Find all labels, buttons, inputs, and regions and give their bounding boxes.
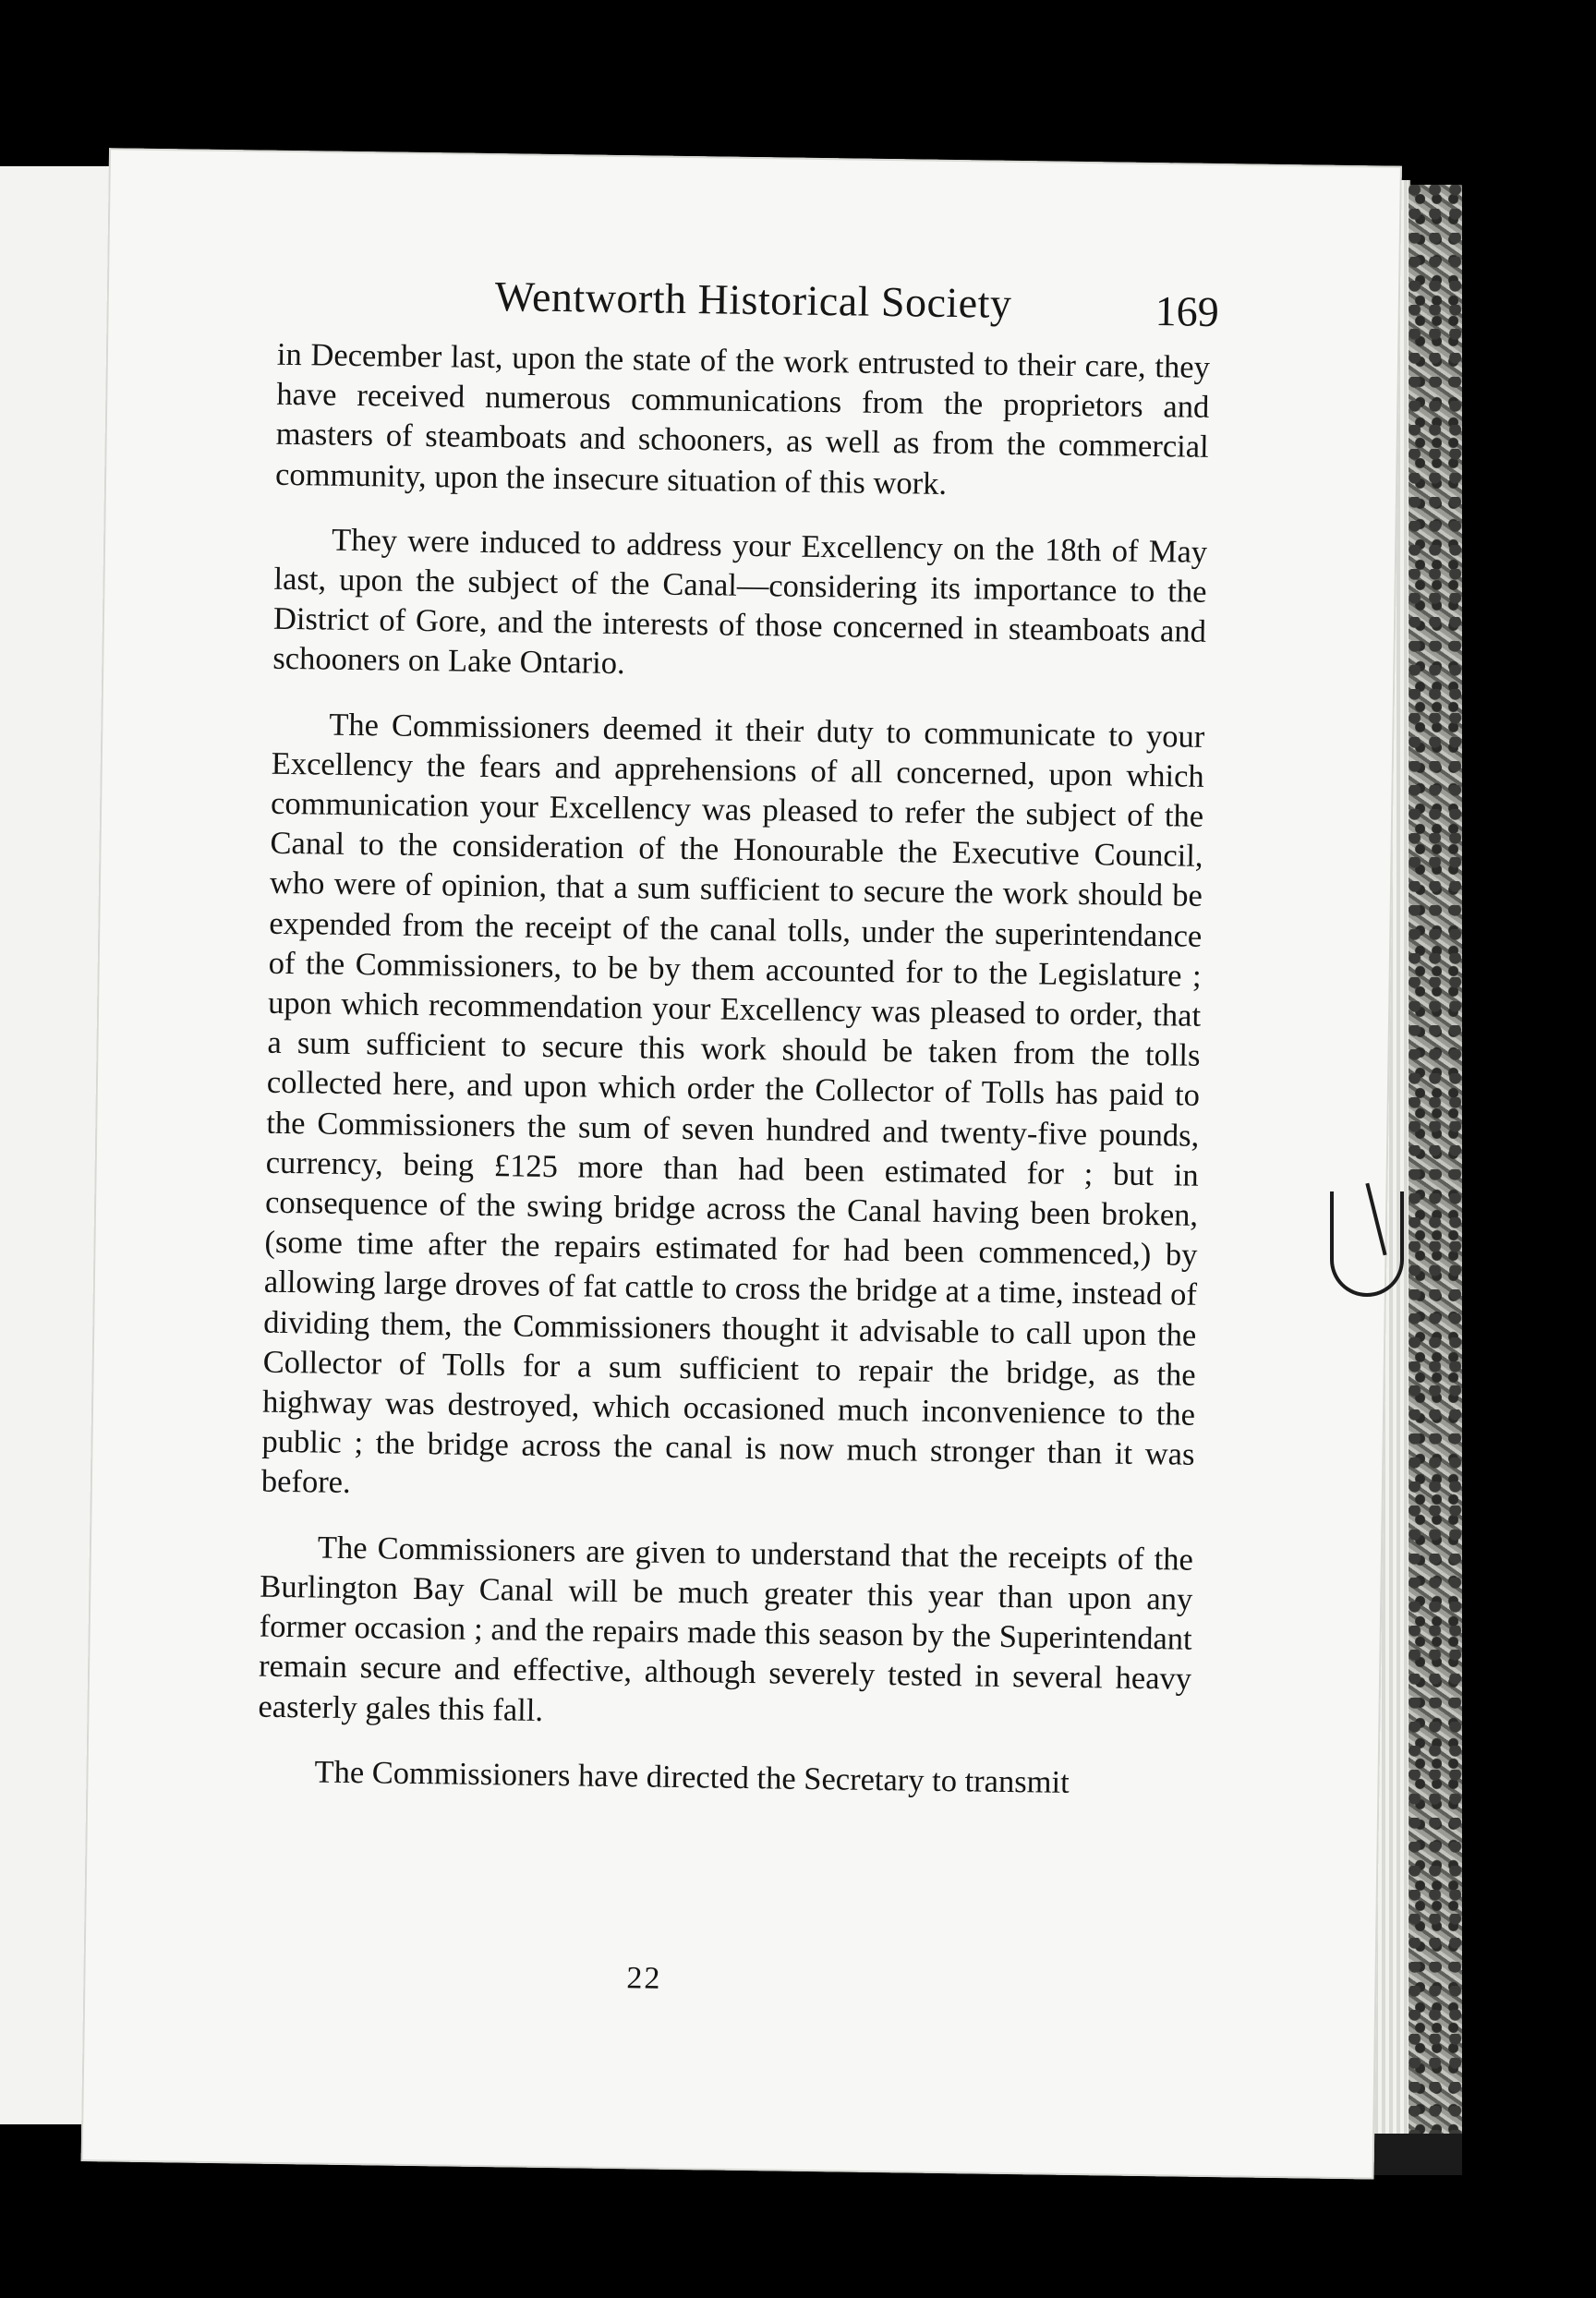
body-text [257, 335, 1210, 1830]
paragraph: in December last, upon the state of the work entrusted to their care, they have received numerous communications from the proprietors and masters of steamboats and schooners, as well as from the commercial community, upon the insecure situation of this work. [274, 336, 1211, 502]
page-header [106, 266, 1400, 340]
signature-mark: 22 [626, 1961, 662, 1996]
cover-shadow [1365, 2134, 1462, 2175]
marbled-cover-board [1409, 185, 1462, 2134]
paragraph: They were induced to address your Excellency on the 18th of May last, upon the subject of the Canal—considering its importance to the District of Gore, and the interests of those concerned in steamboats and schooners on Lake Ontario. [272, 522, 1208, 682]
paragraph: The Commissioners are given to understand that the receipts of the Burlington Bay Canal will be much greater this year than upon any former occasion ; and the repairs made this season by the Superintendant remain secure and effective, although severely tested in several heavy easterly gales this fall. [258, 1530, 1194, 1728]
paragraph: The Commissioners deemed it their duty to communicate to your Excellency the fears and apprehensions of all concerned, upon which communication your Excellency was pleased to refer the subject of the Canal to the consideration of the Honourable the Executive Council, who were of opinion, that a sum sufficient to secure the work should be expended from the receipt of the canal tolls, under the superintendance of the Commissioners, to be by them accounted for to the Legislature ; upon which recommendation your Excellency was pleased to order, that a sum sufficient to secure this work should be taken from the tolls collected here, and upon which order the Collector of Tolls has paid to the Commissioners the sum of seven hundred and twenty-five pounds, currency, being £125 more than had been estimated for ; but in consequence of the swing bridge across the Canal having been broken, (some time after the repairs estimated for had been commenced,) by allowing large droves of fat cattle to cross the bridge at a time, instead of dividing them, the Commissioners thought it advisable to call upon the Collector of Tolls for a sum sufficient to repair the bridge, as the highway was destroyed, which occasioned much inconvenience to the public ; the bridge across the canal is now much stronger than it was before. [260, 707, 1205, 1501]
running-title: Wentworth Historical Society [494, 272, 1012, 327]
paragraph: The Commissioners have directed the Secretary to transmit [314, 1754, 1070, 1800]
page-number: 169 [1155, 287, 1220, 336]
paper-clip [1330, 1191, 1404, 1297]
book-page [81, 148, 1402, 2179]
